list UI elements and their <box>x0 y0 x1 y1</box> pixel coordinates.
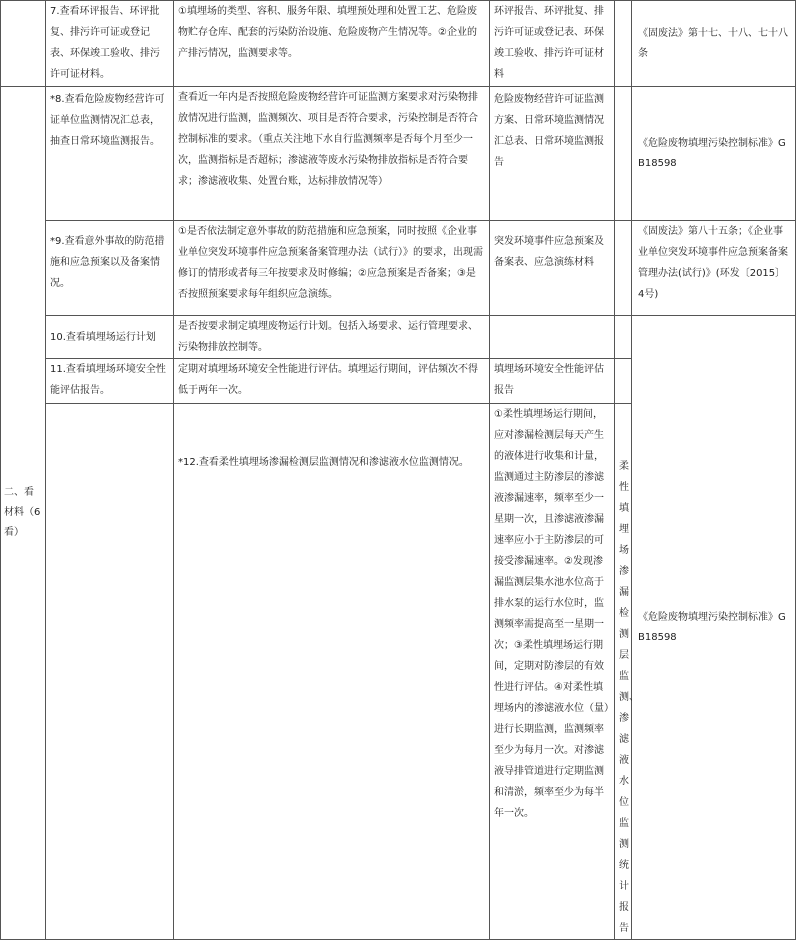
table-row <box>1 87 796 221</box>
check-item-cell: *8.查看危险废物经营许可证单位监测情况汇总表，抽查日常环境监测报告。 <box>46 87 174 221</box>
category-top-cell <box>1 1 46 87</box>
check-materials-cell: 柔性填埋场渗漏检测层监测、渗滤液水位监测统计报告 <box>615 404 632 940</box>
blank-cell <box>615 87 632 221</box>
check-content-cell: ①是否依法制定意外事故的防范措施和应急预案，同时按照《企业事业单位突发环境事件应急预案备案管理办法（试行）》的要求，出现需修订的情形或者每三年按要求及时修编；②应急预案是否备案；③是否按照预案要求每年组织应急演练。 <box>174 221 490 316</box>
check-item-cell: *9.查看意外事故的防范措施和应急预案以及备案情况。 <box>46 221 174 316</box>
legal-basis-cell: 《固废法》第十七、十八、七十八条 <box>632 1 796 87</box>
check-content-cell: ①柔性填埋场运行期间，应对渗漏检测层每天产生的液体进行收集和计量，监测通过主防渗层的渗滤液渗漏速率，频率至少一星期一次，且渗滤液渗漏速率应小于主防渗层的可接受渗漏速率。②发现渗漏监测层集水池水位高于排水泵的运行水位时，监测频率需提高至一星期一次；③柔性填埋场运行期间，定期对防渗层的有效性进行评估。④对柔性填埋场内的渗滤液水位（量）进行长期监测，监测频率至少为每月一次。对渗滤液导排管道进行定期监测和清淤，频率至少为每半年一次。 <box>490 404 615 940</box>
blank-cell <box>615 359 632 404</box>
check-materials-cell <box>490 316 615 359</box>
check-item-cell: 11.查看填埋场环境安全性能评估报告。 <box>46 359 174 404</box>
check-content-cell: 查看近一年内是否按照危险废物经营许可证监测方案要求对污染物排放情况进行监测，监测频次、项目是否符合要求，污染控制是否符合控制标准的要求。（重点关注地下水自行监测频率是否每个月至少一次，监测指标是否超标；渗滤液等废水污染物排放指标是否符合要求；渗滤液收集、处置台账，达标排放情况等） <box>174 87 490 221</box>
check-materials-cell: 填埋场环境安全性能评估报告 <box>490 359 615 404</box>
check-materials-cell: 危险废物经营许可证监测方案、日常环境监测情况汇总表、日常环境监测报告 <box>490 87 615 221</box>
check-item-cell: *12.查看柔性填埋场渗漏检测层监测情况和渗滤液水位监测情况。 <box>174 404 490 940</box>
check-materials-cell: 突发环境事件应急预案及备案表、应急演练材料 <box>490 221 615 316</box>
category-bottom-cell <box>46 404 174 940</box>
category-cell: 二、看材料（6看） <box>1 87 46 940</box>
blank-cell <box>615 1 632 87</box>
check-item-cell: 7.查看环评报告、环评批复、排污许可证或登记表、环保竣工验收、排污许可证材料。 <box>46 1 174 87</box>
table-row <box>1 221 796 316</box>
check-item-cell: 10.查看填埋场运行计划 <box>46 316 174 359</box>
legal-basis-cell: 《危险废物填埋污染控制标准》GB18598 <box>632 316 796 940</box>
table-row <box>1 1 796 87</box>
table-row <box>1 316 796 359</box>
legal-basis-cell: 《固废法》第八十五条；《企业事业单位突发环境事件应急预案备案管理办法(试行)》(环发〔2015〕4号) <box>632 221 796 316</box>
blank-cell <box>615 221 632 316</box>
check-content-cell: 是否按要求制定填埋废物运行计划。包括入场要求、运行管理要求、污染物排放控制等。 <box>174 316 490 359</box>
blank-cell <box>615 316 632 359</box>
check-content-cell: 定期对填埋场环境安全性能进行评估。填埋运行期间，评估频次不得低于两年一次。 <box>174 359 490 404</box>
check-content-cell: ①填埋场的类型、容积、服务年限、填埋预处理和处置工艺、危险废物贮存仓库、配套的污染防治设施、危险废物产生情况等。②企业的产排污情况，监测要求等。 <box>174 1 490 87</box>
legal-basis-cell: 《危险废物填埋污染控制标准》GB18598 <box>632 87 796 221</box>
check-materials-cell: 环评报告、环评批复、排污许可证或登记表、环保竣工验收、排污许可证材料 <box>490 1 615 87</box>
